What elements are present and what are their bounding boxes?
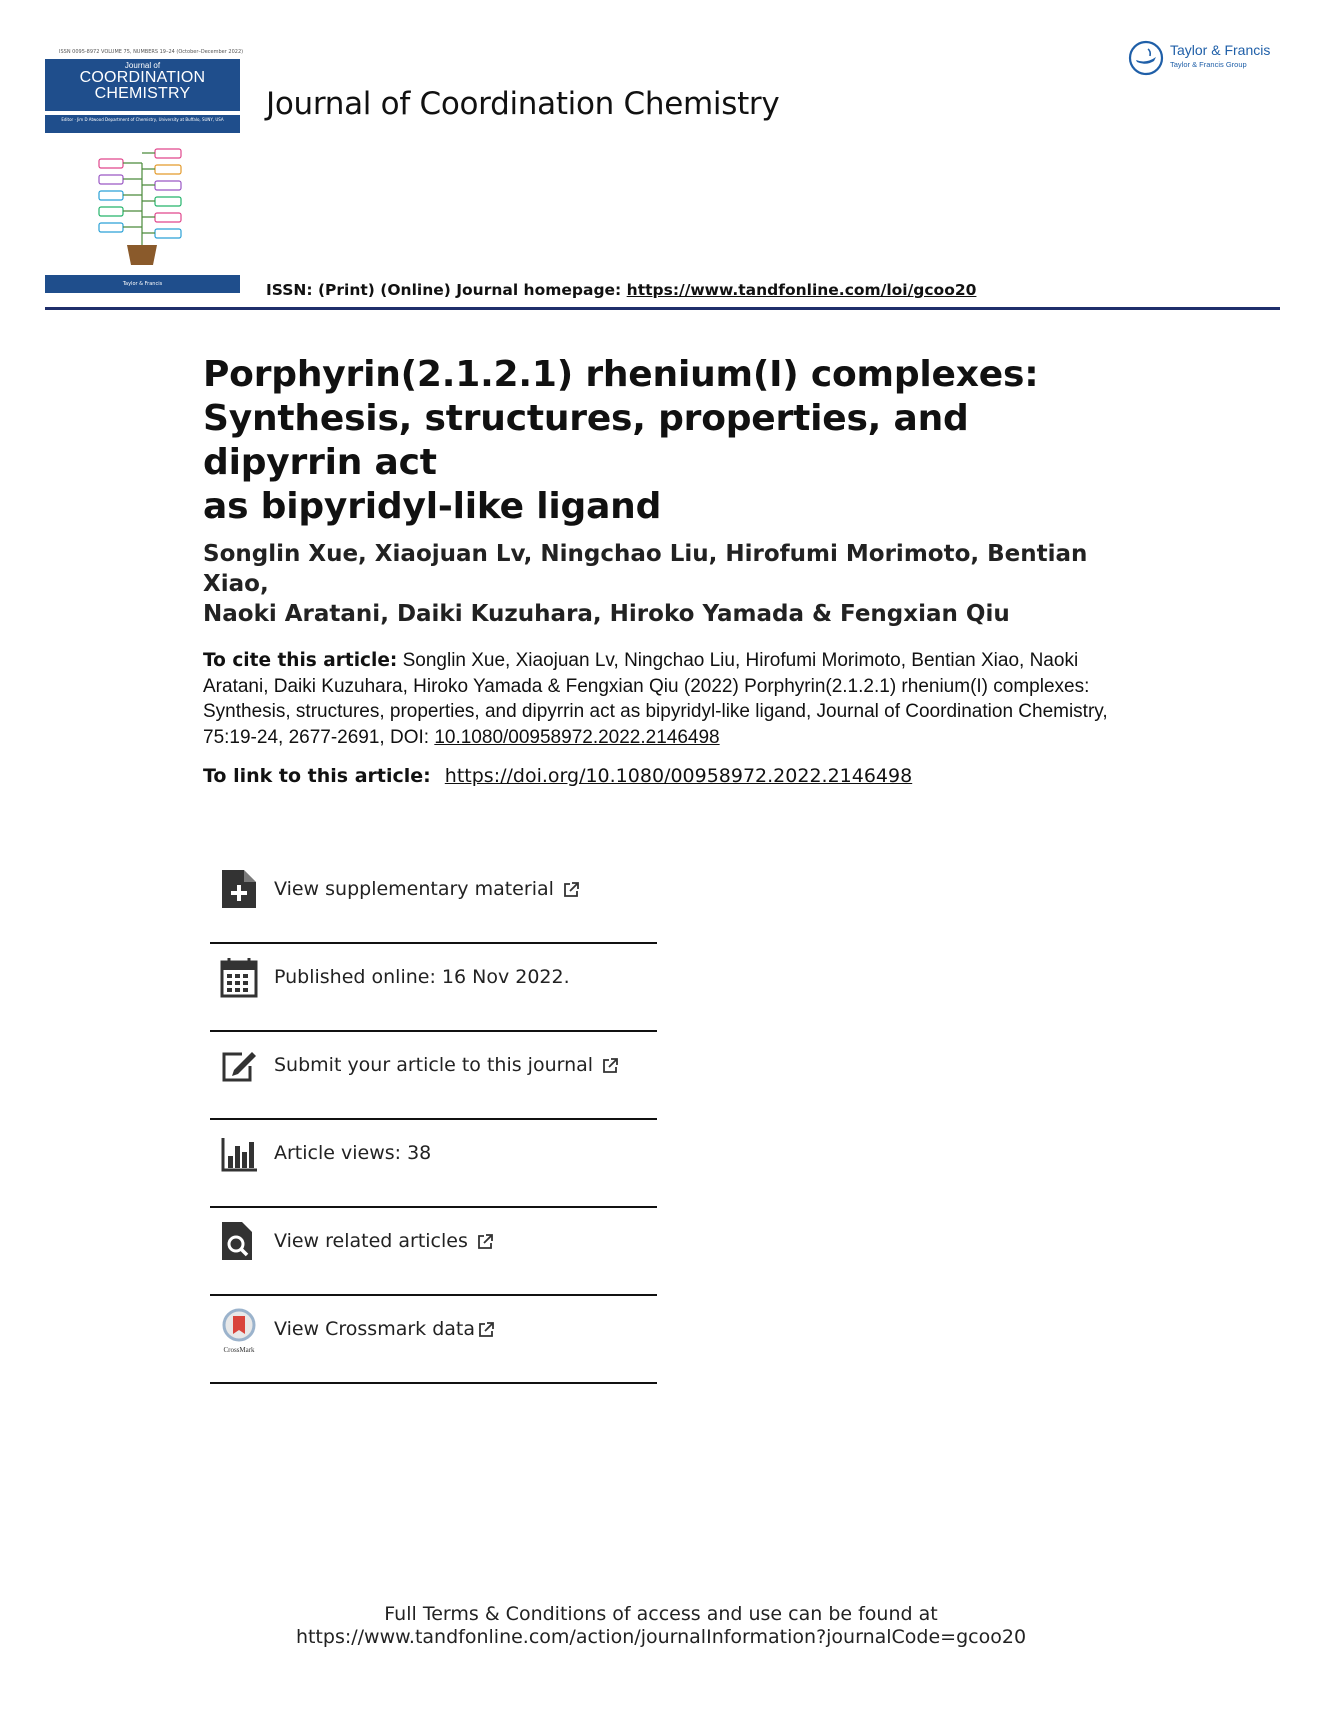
search-document-icon: [220, 1220, 258, 1262]
cover-journal-big-1: COORDINATION: [79, 69, 206, 86]
article-title-line: Porphyrin(2.1.2.1) rhenium(I) complexes:: [203, 354, 1039, 395]
submit-row[interactable]: [210, 1032, 657, 1120]
citation-text: Songlin Xue, Xiaojuan Lv, Ningchao Liu, Hirofumi Morimoto, Bentian Xiao, Naoki Aratani, Daiki Kuzuhara, Hiroko Yamada & Fengxian Qiu (2022) Porphyrin(2.1.2.1) rhenium(I) complexes: Synthesis, structures, properties, and dipyrrin act as bipyridyl-like ligand, Journal of Coordination Chemistry, 75:19-24, 2677-2691, DOI:: [203, 650, 1108, 748]
published-row: [210, 944, 657, 1032]
related-row[interactable]: [210, 1208, 657, 1296]
taylor-francis-lamp-icon: [1128, 40, 1164, 76]
journal-title: Journal of Coordination Chemistry: [266, 86, 780, 122]
journal-homepage-link[interactable]: https://www.tandfonline.com/loi/gcoo20: [626, 281, 977, 299]
crossmark-icon: [220, 1308, 258, 1354]
supplementary-link[interactable]: [274, 878, 580, 900]
publisher-group: Taylor & Francis Group: [1170, 60, 1247, 69]
issn-label: ISSN: (Print) (Online) Journal homepage:: [266, 281, 622, 299]
crossmark-logo-text: CrossMark: [223, 1346, 255, 1354]
bar-chart-icon: [220, 1132, 258, 1174]
cover-editor-band: Editor · Jim D Atwood Department of Chemistry, University at Buffalo, SUNY, USA: [45, 115, 240, 133]
cover-tree-illustration: [97, 143, 187, 271]
article-title-line: Synthesis, structures, properties, and dipyrrin act: [203, 398, 969, 483]
crossmark-link[interactable]: [274, 1318, 495, 1340]
edit-pencil-icon: [220, 1044, 258, 1086]
cover-journal-big-2: CHEMISTRY: [94, 85, 191, 102]
published-date: Published online: 16 Nov 2022.: [274, 966, 570, 988]
publisher-name: Taylor & Francis: [1170, 42, 1271, 58]
external-link-icon: [562, 881, 580, 899]
crossmark-row[interactable]: [210, 1296, 657, 1384]
article-title-line: as bipyridyl-like ligand: [203, 486, 662, 527]
supplementary-label: View supplementary material: [274, 878, 554, 900]
author-line: Songlin Xue, Xiaojuan Lv, Ningchao Liu, Hirofumi Morimoto, Bentian Xiao,: [203, 541, 1088, 597]
article-views: Article views: 38: [274, 1142, 432, 1164]
issn-homepage-line: [266, 281, 976, 299]
external-link-icon: [477, 1321, 495, 1339]
external-link-icon: [601, 1057, 619, 1075]
supplementary-row[interactable]: [210, 856, 657, 944]
article-title: [203, 353, 1133, 529]
cover-issn-strip: ISSN 0095-8972 VOLUME 75, NUMBERS 19–24 (October–December 2022): [59, 49, 244, 55]
submit-link[interactable]: [274, 1054, 619, 1076]
author-list: [203, 539, 1133, 629]
file-plus-icon: [220, 868, 258, 910]
journal-cover-image: [45, 49, 244, 293]
article-link-line: [203, 765, 912, 787]
external-link-icon: [476, 1233, 494, 1251]
article-link-label: To link to this article:: [203, 765, 431, 787]
cover-title-band: [45, 59, 240, 111]
publisher-logo[interactable]: [1128, 40, 1288, 76]
author-line: Naoki Aratani, Daiki Kuzuhara, Hiroko Yamada & Fengxian Qiu: [203, 601, 1010, 627]
cover-publisher-band: Taylor & Francis: [45, 275, 240, 293]
submit-label: Submit your article to this journal: [274, 1054, 594, 1076]
cover-journal-small: Journal of: [124, 61, 161, 70]
citation-label: To cite this article:: [203, 650, 398, 671]
terms-url[interactable]: https://www.tandfonline.com/action/journalInformation?journalCode=gcoo20: [295, 1626, 1027, 1648]
views-row: [210, 1120, 657, 1208]
article-doi-url[interactable]: https://doi.org/10.1080/00958972.2022.2146498: [444, 765, 913, 787]
citation-doi-link[interactable]: 10.1080/00958972.2022.2146498: [434, 726, 720, 748]
terms-footer: [0, 1603, 1322, 1649]
crossmark-label: View Crossmark data: [274, 1318, 476, 1340]
header-divider: [45, 307, 1280, 310]
row-divider: [210, 1382, 657, 1384]
related-link[interactable]: [274, 1230, 494, 1252]
related-label: View related articles: [274, 1230, 468, 1252]
terms-line: Full Terms & Conditions of access and use can be found at: [384, 1603, 938, 1625]
citation-block: [203, 648, 1123, 750]
calendar-icon: [220, 956, 258, 998]
